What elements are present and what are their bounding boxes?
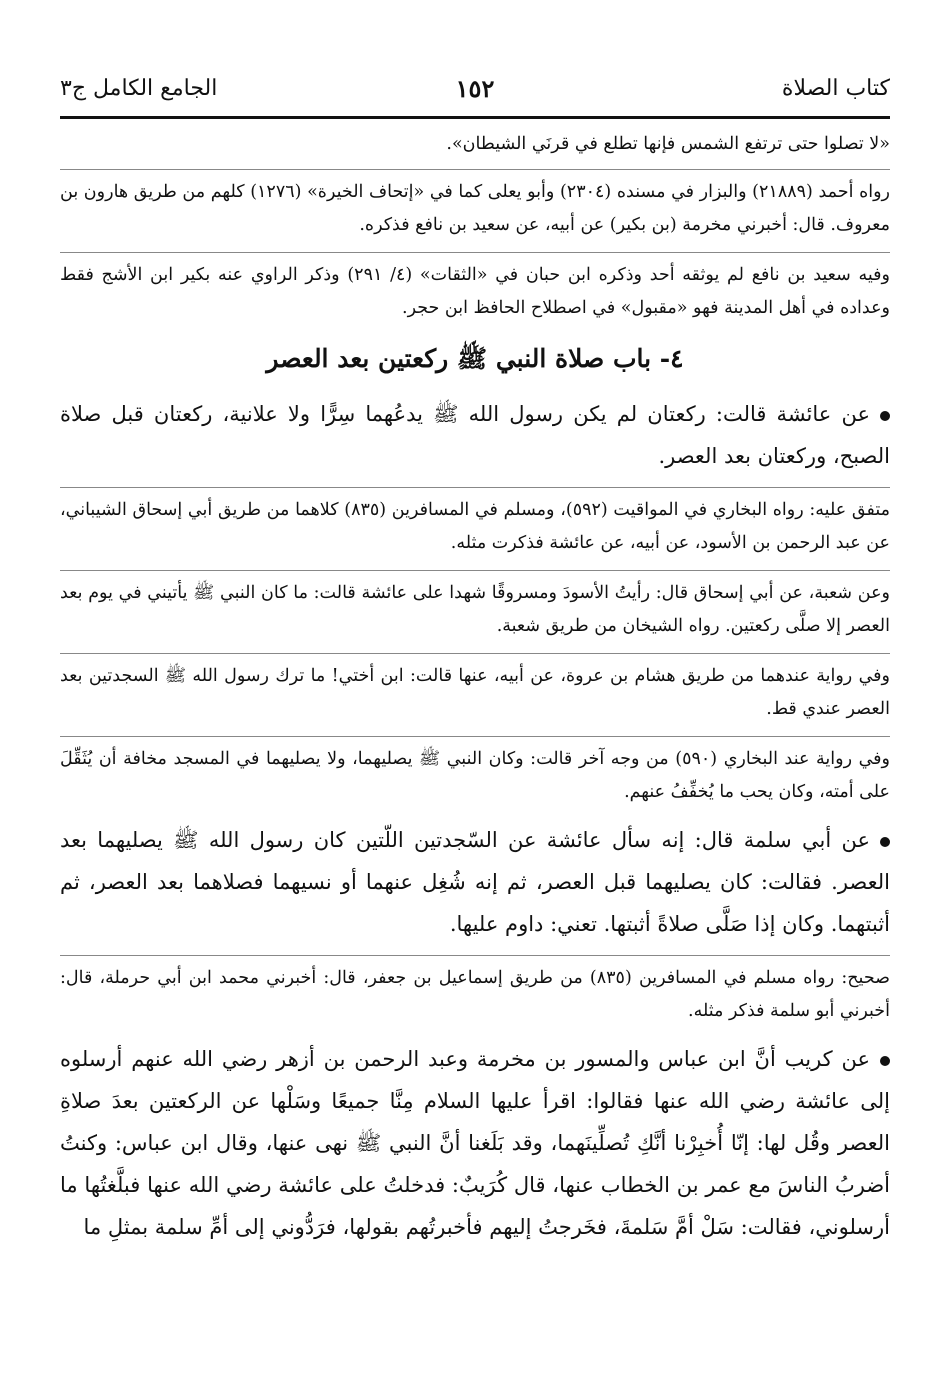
- takhrij-paragraph: متفق عليه: رواه البخاري في المواقيت (٥٩٢)، ومسلم في المسافرين (٨٣٥) كلاهما من طريق أبي إسحاق الشيباني، عن عبد الرحمن بن الأسود، عن أبيه، عن عائشة فذكرت مثله.: [60, 500, 890, 553]
- book-section-title: كتاب الصلاة: [781, 76, 890, 101]
- book-page: [60, 70, 890, 1252]
- hadith-body: عن عائشة قالت: ركعتان لم يكن رسول الله ﷺ يدعُهما سِرًّا ولا علانية، ركعتان قبل صلاة الصبح، وركعتان بعد العصر.: [60, 402, 890, 468]
- hadith-text: [60, 387, 890, 481]
- page-number: ١٥٢: [455, 74, 495, 103]
- hadith-body: عن أبي سلمة قال: إنه سأل عائشة عن السّجدتين اللّتين كان رسول الله ﷺ يصليهما بعد العصر. فقالت: كان يصليهما قبل العصر، ثم إنه شُغِل عنهما أو نسيهما فصلاهما بعد العصر، ثم أثبتهما. وكان إذا صَلَّى صلاةً أثبتها. تعني: داوم عليها.: [60, 828, 890, 936]
- bullet-icon: [880, 837, 890, 847]
- page-header: [60, 70, 890, 119]
- takhrij-paragraph: وعن شعبة، عن أبي إسحاق قال: رأيتُ الأسودَ ومسروقًا شهدا على عائشة قالت: ما كان النبي ﷺ يأتيني في يوم بعد العصر إلا صلَّى ركعتين. رواه الشيخان من طريق شعبة.: [60, 583, 890, 636]
- hadith-quote-continuation: «لا تصلوا حتى ترتفع الشمس فإنها تطلع في قرنَي الشيطان».: [446, 134, 890, 154]
- chapter-heading: ٤- باب صلاة النبي ﷺ ركعتين بعد العصر: [266, 344, 684, 373]
- hadith-text: [60, 813, 890, 949]
- takhrij-paragraph: صحيح: رواه مسلم في المسافرين (٨٣٥) من طريق إسماعيل بن جعفر، قال: أخبرني محمد ابن أبي حرملة، قال: أخبرني أبو سلمة فذكر مثله.: [60, 968, 890, 1021]
- book-volume-title: الجامع الكامل ج٣: [60, 76, 218, 101]
- takhrij-paragraph: وفي رواية عند البخاري (٥٩٠) من وجه آخر قالت: وكان النبي ﷺ يصليهما، ولا يصليهما في المسجد مخافة أن يُثَقِّلَ على أمته، وكان يحب ما يُخفِّفُ عنهم.: [60, 749, 890, 802]
- hadith-body: عن كريب أنَّ ابن عباس والمسور بن مخرمة وعبد الرحمن بن أزهر رضي الله عنهم أرسلوه إلى عائشة رضي الله عنها فقالوا: اقرأ عليها السلام مِنَّا جميعًا وسَلْها عن الركعتين بعدَ صلاةِ العصر وقُل لها: إنّا أُخبِرْنا أنَّكِ تُصلِّينَهما، وقد بَلَغنا أنَّ النبي ﷺ نهى عنها، وقال ابن عباس: وكنتُ أضربُ الناسَ مع عمر بن الخطاب عنها، قال كُرَيبٌ: فدخلتُ على عائشة رضي الله عنها فبلَّغتُها ما أرسلوني، فقالت: سَلْ أمَّ سَلمةَ، فخَرجتُ إليهم فأخبرتُهم بقولها، فرَدُّوني إلى أمِّ سلمة بمثلِ ما: [60, 1047, 890, 1239]
- takhrij-paragraph: رواه أحمد (٢١٨٨٩) والبزار في مسنده (٢٣٠٤) وأبو يعلى كما في «إتحاف الخيرة» (١٢٧٦) كلهم من طريق هارون بن معروف. قال: أخبرني مخرمة (بن بكير) عن أبيه، عن سعيد بن نافع فذكره.: [60, 182, 890, 235]
- bullet-icon: [880, 411, 890, 421]
- hadith-text: [60, 1032, 890, 1252]
- takhrij-paragraph: وفي رواية عندهما من طريق هشام بن عروة، عن أبيه، عنها قالت: ابن أختي! ما ترك رسول الله ﷺ السجدتين بعد العصر عندي قط.: [60, 666, 890, 719]
- bullet-icon: [880, 1056, 890, 1066]
- takhrij-paragraph: وفيه سعيد بن نافع لم يوثقه أحد وذكره ابن حبان في «الثقات» (٤/ ٢٩١) وذكر الراوي عنه بكير ابن الأشج فقط وعداده في أهل المدينة فهو «مقبول» في اصطلاح الحافظ ابن حجر.: [60, 265, 890, 318]
